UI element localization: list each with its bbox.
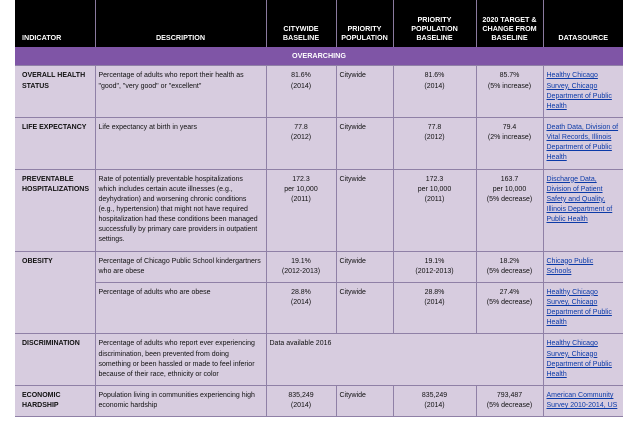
header-description: DESCRIPTION — [95, 0, 266, 47]
table-row — [15, 282, 623, 334]
citywide-value: 81.6% — [291, 72, 311, 80]
priority-population-cell: Citywide — [336, 282, 393, 334]
datasource-cell — [543, 385, 623, 416]
citywide-year: (2012) — [290, 134, 312, 142]
description-cell: Percentage of adults who report ever experiencing discrimination, been prevented from doing something or been hassled or made to feel inferior because of their race, ethnicity or color — [95, 334, 266, 386]
citywide-year: (2012-2013) — [281, 267, 321, 275]
indicator-cell: OBESITY — [15, 251, 95, 334]
priority-year: (2012-2013) — [415, 267, 454, 275]
description-cell: Life expectancy at birth in years — [95, 118, 266, 170]
table-row — [15, 251, 623, 282]
description-cell: Percentage of Chicago Public School kindergartners who are obese — [95, 251, 266, 282]
datasource-cell — [543, 66, 623, 118]
target-change: (2% increase) — [487, 134, 532, 142]
priority-year: (2011) — [424, 195, 445, 203]
citywide-baseline-cell — [266, 118, 336, 170]
priority-year: (2012) — [424, 134, 445, 142]
indicator-cell: OVERALL HEALTH STATUS — [15, 66, 95, 118]
priority-value: 81.6% — [424, 72, 445, 80]
target-change: (5% increase) — [487, 82, 532, 90]
indicator-cell: ECONOMIC HARDSHIP — [15, 385, 95, 416]
priority-value: 172.3 — [425, 175, 444, 183]
target-value: 79.4 — [502, 124, 517, 131]
priority-year: (2014) — [424, 402, 445, 410]
priority-population-cell: Citywide — [336, 169, 393, 251]
citywide-year: (2014) — [290, 402, 312, 410]
target-cell — [476, 251, 543, 282]
target-cell — [476, 118, 543, 170]
citywide-value: 835,249 — [288, 391, 314, 399]
datasource-cell — [543, 334, 623, 386]
header-indicator: INDICATOR — [15, 0, 95, 47]
table-row — [15, 169, 623, 251]
priority-population-cell: Citywide — [336, 385, 393, 416]
datasource-link[interactable]: American Community Survey 2010-2014, US — [546, 391, 618, 410]
priority-baseline-cell — [393, 251, 476, 282]
target-value: 27.4% — [499, 288, 520, 296]
description-cell: Population living in communities experiencing high economic hardship — [95, 385, 266, 416]
citywide-year: (2011) — [291, 195, 311, 203]
datasource-link[interactable]: Chicago Public Schools — [546, 257, 594, 275]
datasource-cell — [543, 251, 623, 282]
target-value: 793,487 — [496, 391, 523, 399]
priority-value: 28.8% — [424, 288, 445, 296]
citywide-value: 172.3 — [292, 175, 310, 183]
target-cell — [476, 385, 543, 416]
datasource-cell — [543, 282, 623, 334]
datasource-cell — [543, 169, 623, 251]
target-change: (5% decrease) — [486, 402, 533, 410]
data-note-cell: Data available 2016 — [266, 334, 543, 386]
target-value: 18.2% — [499, 257, 520, 265]
table-header-row — [15, 0, 623, 47]
priority-baseline-cell — [393, 169, 476, 251]
target-cell — [476, 66, 543, 118]
header-priority-population-baseline: PRIORITY POPULATION BASELINE — [393, 0, 476, 47]
description-cell: Percentage of adults who report their health as "good", "very good" or "excellent" — [95, 66, 266, 118]
description-cell: Percentage of adults who are obese — [95, 282, 266, 334]
section-row — [15, 47, 623, 66]
header-priority-population: PRIORITY POPULATION — [336, 0, 393, 47]
citywide-value: 28.8% — [291, 288, 311, 296]
priority-value: 835,249 — [421, 391, 448, 399]
indicator-cell: DISCRIMINATION — [15, 334, 95, 386]
table-row — [15, 385, 623, 416]
target-unit: per 10,000 — [492, 185, 527, 193]
target-change: (5% decrease) — [486, 267, 533, 275]
target-cell — [476, 282, 543, 334]
indicator-cell: PREVENTABLE HOSPITALIZATIONS — [15, 169, 95, 251]
priority-population-cell: Citywide — [336, 118, 393, 170]
priority-year: (2014) — [424, 82, 445, 90]
indicator-table — [15, 0, 623, 417]
priority-baseline-cell — [393, 118, 476, 170]
target-value: 163.7 — [500, 175, 519, 183]
citywide-value: 19.1% — [291, 257, 311, 265]
priority-baseline-cell — [393, 66, 476, 118]
citywide-unit: per 10,000 — [284, 185, 318, 193]
priority-baseline-cell — [393, 385, 476, 416]
datasource-link[interactable]: Death Data, Division of Vital Records, Illinois Department of Public Health — [546, 124, 619, 162]
priority-population-cell: Citywide — [336, 66, 393, 118]
indicator-table-container — [15, 0, 623, 417]
citywide-baseline-cell — [266, 169, 336, 251]
header-citywide-baseline: CITYWIDE BASELINE — [266, 0, 336, 47]
citywide-baseline-cell — [266, 282, 336, 334]
table-row — [15, 118, 623, 170]
target-change: (5% decrease) — [486, 298, 533, 306]
target-change: (5% decrease) — [486, 195, 533, 203]
priority-year: (2014) — [424, 298, 445, 306]
citywide-value: 77.8 — [294, 124, 308, 131]
datasource-link[interactable]: Discharge Data, Division of Patient Safety and Quality, Illinois Department of Public Health — [546, 175, 613, 224]
citywide-baseline-cell — [266, 66, 336, 118]
priority-baseline-cell — [393, 282, 476, 334]
citywide-year: (2014) — [290, 82, 312, 90]
target-cell — [476, 169, 543, 251]
citywide-year: (2014) — [290, 298, 312, 306]
datasource-link[interactable]: Healthy Chicago Survey, Chicago Department of Public Health — [546, 72, 612, 110]
priority-value: 77.8 — [427, 124, 442, 131]
citywide-baseline-cell — [266, 251, 336, 282]
indicator-cell: LIFE EXPECTANCY — [15, 118, 95, 170]
datasource-cell — [543, 118, 623, 170]
header-2020-target: 2020 TARGET & CHANGE FROM BASELINE — [476, 0, 543, 47]
priority-population-cell: Citywide — [336, 251, 393, 282]
datasource-link[interactable]: Healthy Chicago Survey, Chicago Department of Public Health — [546, 288, 612, 327]
datasource-link[interactable]: Healthy Chicago Survey, Chicago Department of Public Health — [546, 340, 612, 378]
table-row — [15, 334, 623, 386]
citywide-baseline-cell — [266, 385, 336, 416]
table-row — [15, 66, 623, 118]
priority-unit: per 10,000 — [417, 185, 452, 193]
priority-value: 19.1% — [424, 257, 445, 265]
section-title: OVERARCHING — [15, 47, 623, 66]
header-datasource: DATASOURCE — [543, 0, 623, 47]
target-value: 85.7% — [499, 72, 520, 80]
description-cell: Rate of potentially preventable hospitalizations which includes certain acute illnesses (e.g., deyhydration) and worsening chronic conditions (e.g., hypertension) that might not have required hospitalization had these conditions been managed successfully by primary care providers in outpatient settings. — [95, 169, 266, 251]
